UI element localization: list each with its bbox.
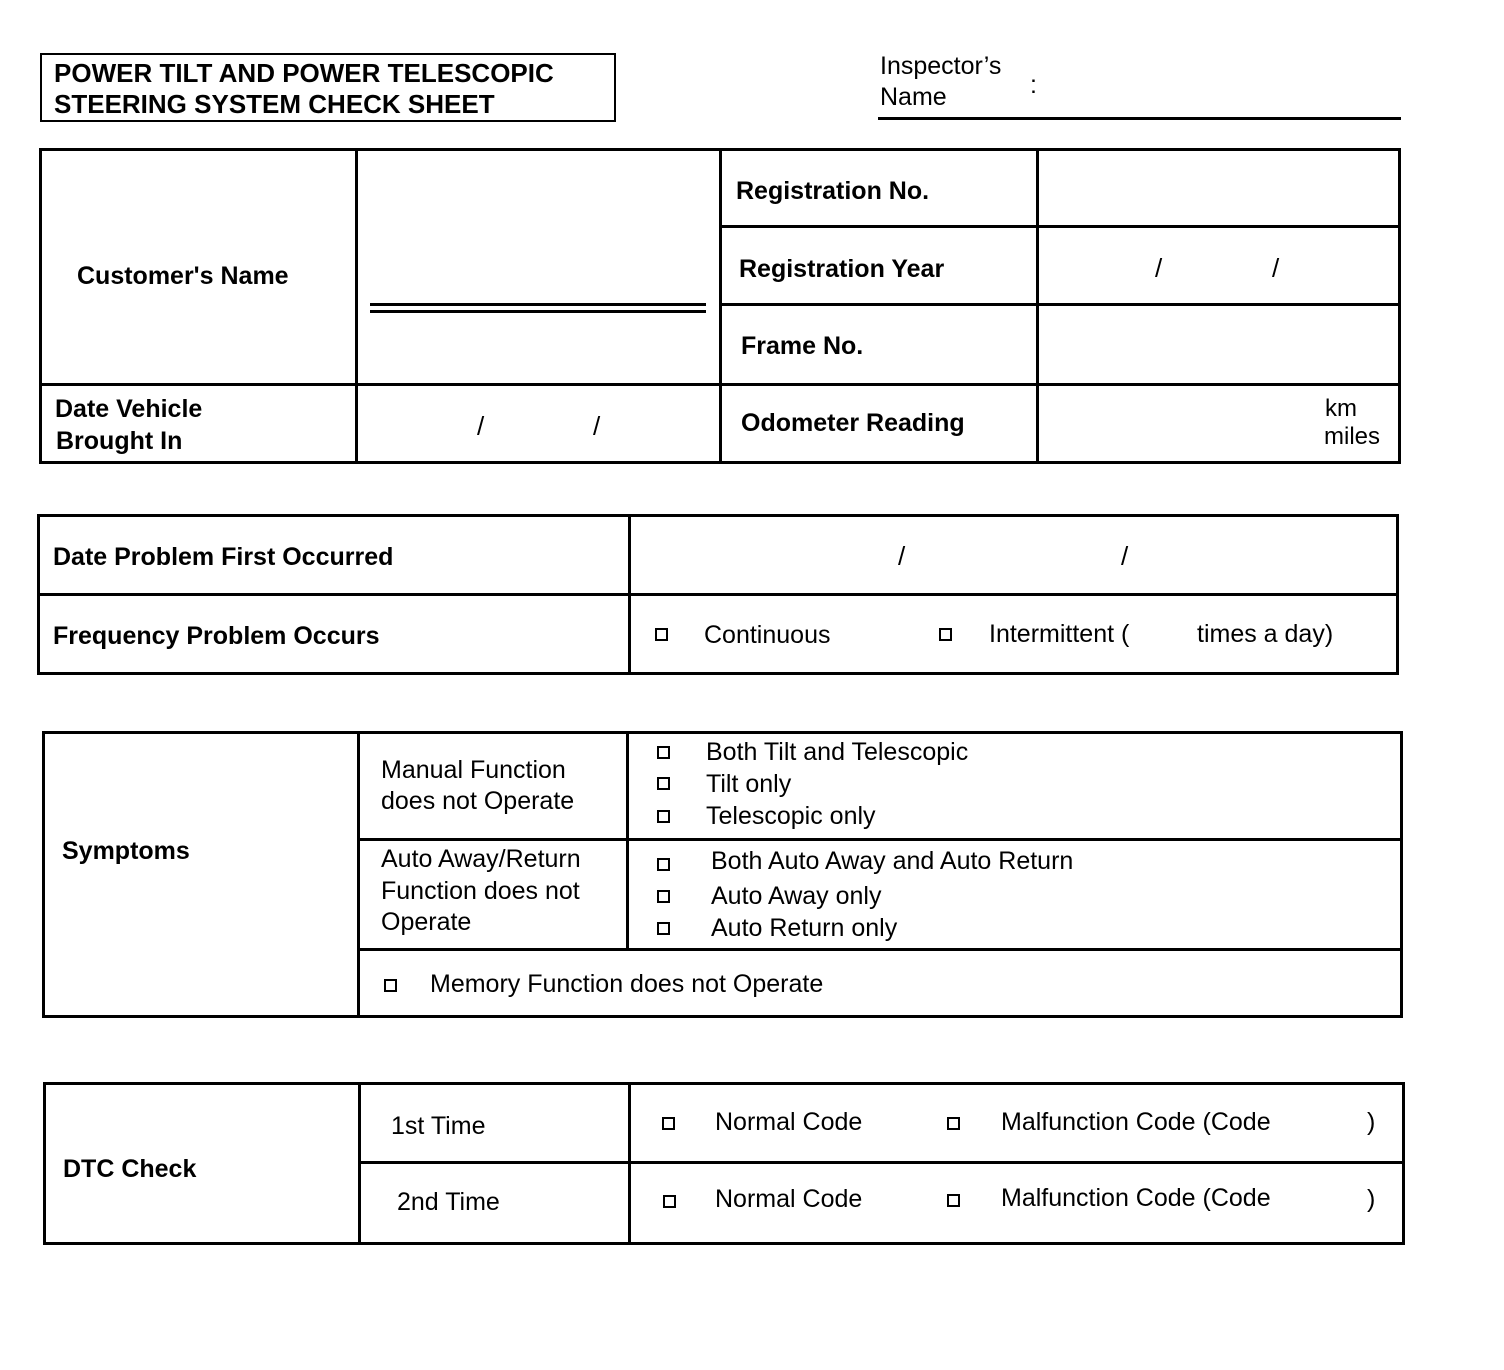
tilt-only-checkbox[interactable]: [657, 777, 670, 790]
odometer-label: Odometer Reading: [741, 409, 965, 437]
both-auto-away-return-checkbox[interactable]: [657, 858, 670, 871]
tilt-only-label: Tilt only: [706, 770, 792, 798]
registration-year-label: Registration Year: [739, 255, 945, 283]
date-vehicle-label-line2: Brought In: [56, 427, 183, 455]
telescopic-only-label: Telescopic only: [706, 802, 876, 830]
registration-no-field[interactable]: [1039, 151, 1398, 225]
dtc-1st-malfunction-label: Malfunction Code (Code: [1001, 1108, 1271, 1136]
frame-no-label: Frame No.: [741, 332, 864, 360]
dtc-check-label: DTC Check: [63, 1155, 197, 1183]
odometer-field[interactable]: [1039, 386, 1398, 461]
registration-year-field[interactable]: / /: [1155, 253, 1280, 283]
sheet-title-box: [40, 53, 616, 122]
dtc-2nd-normal-checkbox[interactable]: [663, 1195, 676, 1208]
auto-function-label-line3: Operate: [381, 908, 472, 936]
auto-function-label-line1: Auto Away/Return: [381, 845, 581, 873]
customer-name-field[interactable]: [370, 303, 706, 316]
dtc-2nd-time-label: 2nd Time: [397, 1188, 500, 1216]
continuous-option-label: Continuous: [704, 621, 831, 649]
auto-away-only-checkbox[interactable]: [657, 890, 670, 903]
dtc-1st-time-label: 1st Time: [391, 1112, 486, 1140]
sheet-title-line2: STEERING SYSTEM CHECK SHEET: [54, 89, 495, 119]
dtc-1st-malfunction-checkbox[interactable]: [947, 1117, 960, 1130]
date-vehicle-field[interactable]: / /: [477, 411, 601, 441]
dtc-2nd-close-paren: ): [1367, 1185, 1376, 1213]
inspector-label-line1: Inspector’s: [880, 52, 1002, 80]
frame-no-field[interactable]: [1039, 306, 1398, 383]
memory-function-label: Memory Function does not Operate: [430, 970, 824, 998]
odometer-unit-miles: miles: [1324, 423, 1381, 450]
registration-no-label: Registration No.: [736, 177, 930, 205]
auto-function-label-line2: Function does not: [381, 877, 580, 905]
inspector-colon: :: [1030, 71, 1037, 99]
intermittent-option-label: Intermittent (: [989, 620, 1130, 648]
symptoms-label: Symptoms: [62, 837, 190, 865]
dtc-2nd-normal-label: Normal Code: [715, 1185, 863, 1213]
dtc-1st-normal-label: Normal Code: [715, 1108, 863, 1136]
odometer-unit-km: km: [1325, 395, 1357, 422]
date-problem-first-occurred-field[interactable]: / /: [898, 541, 1129, 571]
both-auto-away-return-label: Both Auto Away and Auto Return: [711, 847, 1074, 875]
times-a-day-label: times a day): [1197, 620, 1334, 648]
sheet-title-line1: POWER TILT AND POWER TELESCOPIC: [54, 58, 554, 88]
intermittent-checkbox[interactable]: [939, 628, 952, 641]
dtc-1st-normal-checkbox[interactable]: [662, 1117, 675, 1130]
date-problem-first-occurred-label: Date Problem First Occurred: [53, 543, 394, 571]
inspector-label-line2: Name: [880, 83, 947, 111]
inspector-name-field[interactable]: [878, 117, 1401, 120]
continuous-checkbox[interactable]: [655, 628, 668, 641]
dtc-1st-close-paren: ): [1367, 1108, 1376, 1136]
frequency-label: Frequency Problem Occurs: [53, 622, 380, 650]
auto-away-only-label: Auto Away only: [711, 882, 882, 910]
manual-function-label-line1: Manual Function: [381, 756, 566, 784]
date-vehicle-label-line1: Date Vehicle: [55, 395, 203, 423]
manual-function-label-line2: does not Operate: [381, 787, 575, 815]
both-tilt-telescopic-label: Both Tilt and Telescopic: [706, 738, 969, 766]
both-tilt-telescopic-checkbox[interactable]: [657, 746, 670, 759]
auto-return-only-label: Auto Return only: [711, 914, 898, 942]
dtc-2nd-malfunction-label: Malfunction Code (Code: [1001, 1184, 1271, 1212]
dtc-2nd-malfunction-checkbox[interactable]: [947, 1194, 960, 1207]
auto-return-only-checkbox[interactable]: [657, 922, 670, 935]
customer-name-label: Customer's Name: [77, 262, 289, 290]
memory-function-checkbox[interactable]: [384, 979, 397, 992]
telescopic-only-checkbox[interactable]: [657, 810, 670, 823]
